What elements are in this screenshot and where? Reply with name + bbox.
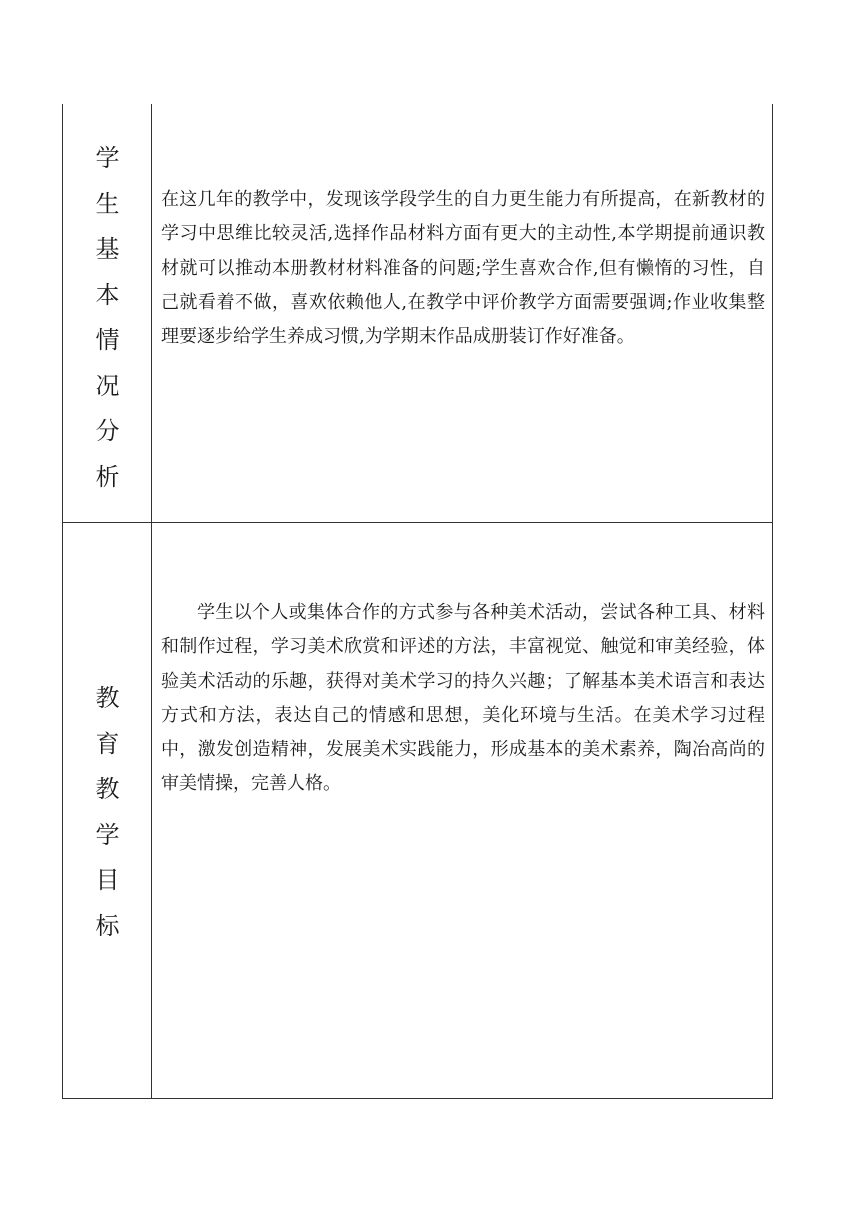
label-char: 教 (95, 684, 120, 712)
label-char: 本 (95, 280, 120, 309)
label-char: 育 (95, 729, 120, 758)
label-char: 况 (95, 371, 120, 400)
label-char: 目 (95, 866, 120, 894)
table-row-divider (62, 522, 773, 523)
row-label-student-analysis (63, 136, 152, 500)
table-bottom-border (62, 1098, 773, 1099)
label-char: 基 (95, 235, 120, 263)
label-char: 学 (95, 144, 120, 172)
label-char: 教 (95, 775, 120, 803)
label-char: 标 (95, 911, 120, 940)
label-char: 生 (95, 189, 120, 218)
label-char: 分 (95, 417, 120, 445)
label-char: 学 (95, 820, 120, 849)
label-char: 析 (95, 462, 120, 491)
label-char: 情 (95, 326, 120, 354)
row-label-teaching-goals (63, 676, 152, 949)
row-content-student-analysis: 在这几年的教学中，发现该学段学生的自力更生能力有所提高，在新教材的学习中思维比较灵活,选择作品材料方面有更大的主动性,本学期提前通识教材就可以推动本册教材材料准备的问题;学生喜欢合作,但有懒惰的习性，自己就看着不做，喜欢依赖他人,在教学中评价教学方面需要强调;作业收集整理要逐步给学生养成习惯,为学期末作品成册装订作好准备。 (161, 189, 765, 348)
row-content-teaching-goals: 学生以个人或集体合作的方式参与各种美术活动，尝试各种工具、材料和制作过程，学习美术欣赏和评述的方法，丰富视觉、触觉和审美经验，体验美术活动的乐趣，获得对美术学习的持久兴趣；了解基本美术语言和表达方式和方法，表达自己的情感和思想，美化环境与生活。在美术学习过程中，激发创造精神，发展美术实践能力，形成基本的美术素养，陶冶高尚的审美情操，完善人格。 (161, 602, 765, 795)
table-right-border (772, 104, 773, 1099)
